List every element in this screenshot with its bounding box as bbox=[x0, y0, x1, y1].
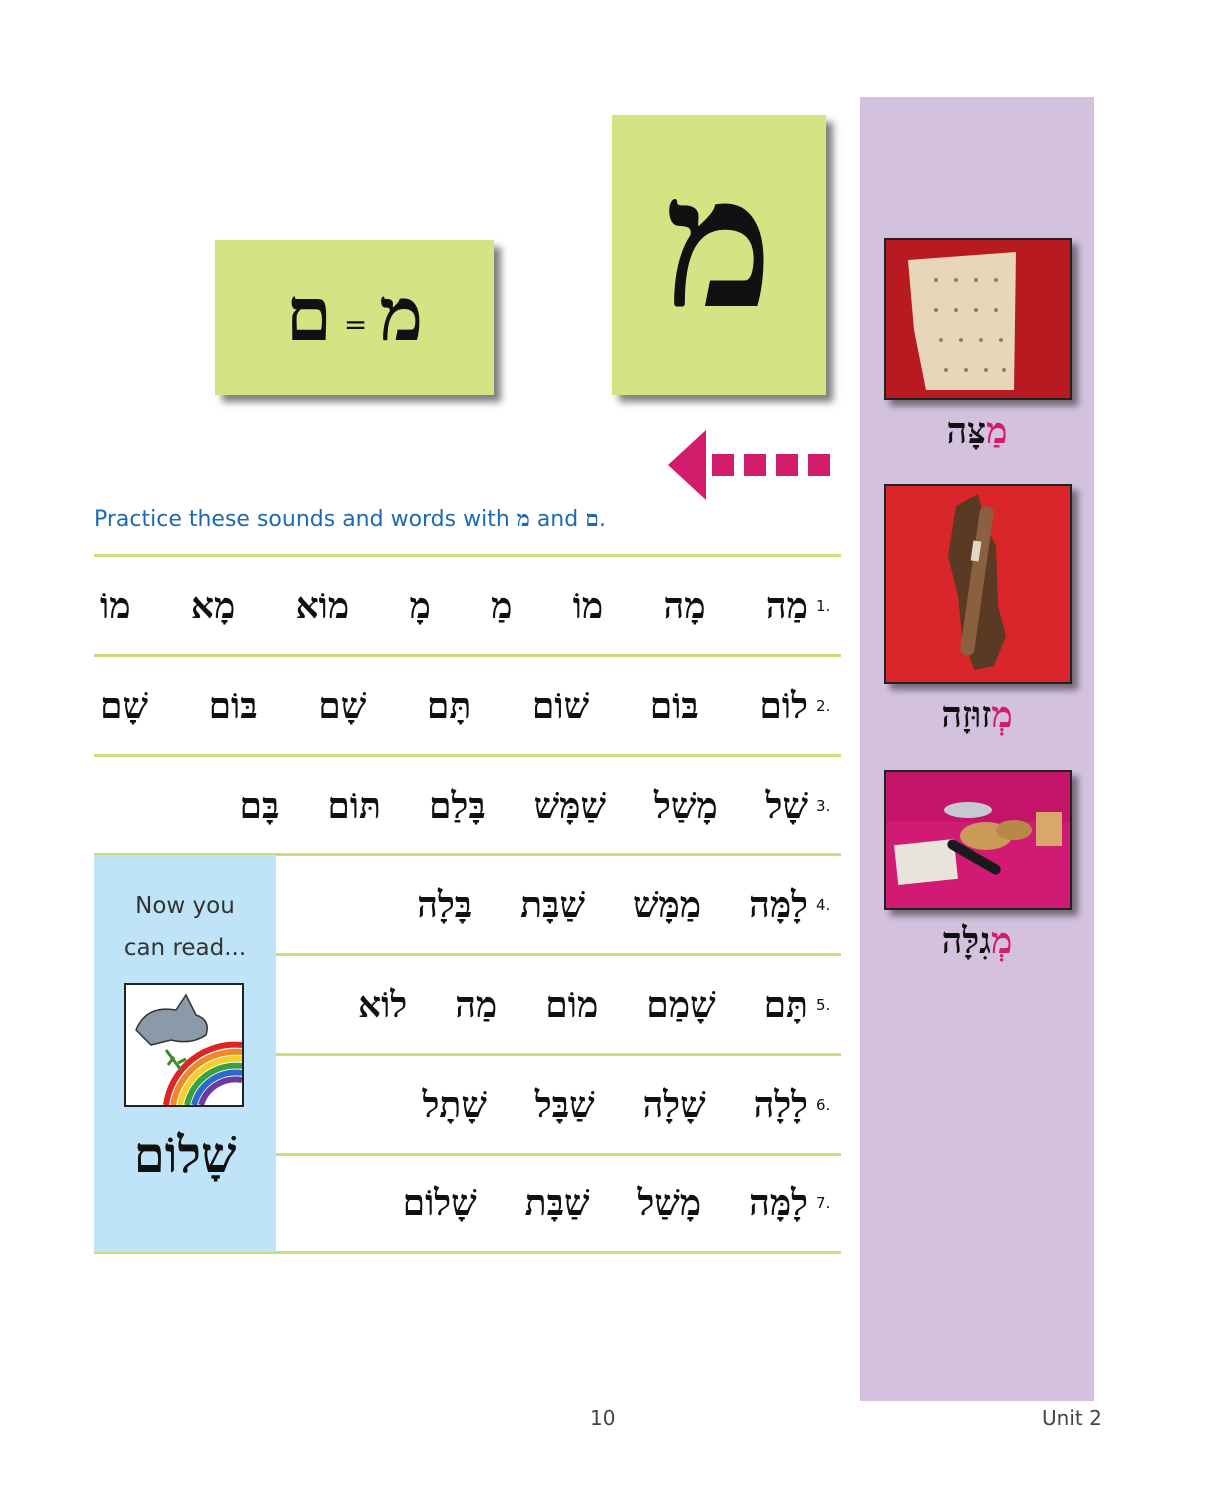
word: בָּם bbox=[239, 785, 280, 827]
word: תָּם bbox=[426, 685, 472, 727]
practice-row-3: 3. שָׁל מָשַׁל שַׁמָּשׁ בָּלַם תּוֹם בָּם bbox=[239, 785, 831, 827]
mezuzah-photo bbox=[884, 484, 1072, 684]
word: מַ bbox=[491, 585, 513, 627]
word: מָ bbox=[409, 585, 431, 627]
word: מוֹ bbox=[100, 585, 131, 627]
instruction-text: Practice these sounds and words with מ and ם. bbox=[94, 506, 606, 532]
word: מַה bbox=[765, 585, 808, 627]
word: לוֹא bbox=[358, 984, 408, 1026]
word: מָשַׁל bbox=[654, 785, 718, 827]
practice-row-6: 6. לָלָה שָׁלָה שַׁבָּל שָׁתָל bbox=[422, 1084, 831, 1126]
word: לָמָּה bbox=[749, 884, 808, 926]
left-arrow-icon bbox=[668, 430, 838, 500]
dove-rainbow-image bbox=[124, 983, 244, 1107]
word: שַׁבָּת bbox=[520, 884, 585, 926]
practice-row-5: 5. תָּם שָׁמַם מוֹם מַה לוֹא bbox=[358, 984, 831, 1026]
word: מָא bbox=[190, 585, 236, 627]
word: שָׁם bbox=[100, 685, 148, 727]
unit-label: Unit 2 bbox=[1042, 1406, 1102, 1430]
word: שַׁבָּל bbox=[534, 1084, 595, 1126]
word: מַה bbox=[455, 984, 498, 1026]
megillah-photo bbox=[884, 770, 1072, 910]
word: מוֹם bbox=[545, 984, 599, 1026]
big-letter-card bbox=[612, 115, 826, 395]
word: מַמָּשׁ bbox=[632, 884, 702, 926]
page-number: 10 bbox=[590, 1406, 616, 1430]
practice-row-4: 4. לָמָּה מַמָּשׁ שַׁבָּת בָּלָה bbox=[417, 884, 831, 926]
word: בּוֹם bbox=[649, 685, 699, 727]
word: לָמָּה bbox=[749, 1182, 808, 1224]
word: תּוֹם bbox=[327, 785, 382, 827]
word: תָּם bbox=[763, 984, 808, 1026]
word: שָׁלוֹם bbox=[402, 1182, 477, 1224]
word: בָּלָה bbox=[417, 884, 473, 926]
word: שָׁתָל bbox=[422, 1084, 487, 1126]
now-you-can-read-label: Now you can read... bbox=[123, 893, 247, 961]
mezuzah-caption: מְזוּזָה bbox=[941, 694, 1013, 736]
practice-row-1: 1. מַה מָה מוֹ מַ מָ מוֹא מָא מוֹ bbox=[100, 585, 831, 627]
final-form-letter: ם bbox=[285, 272, 332, 358]
word: שַׁבָּת bbox=[524, 1182, 590, 1224]
shalom-word: שָׁלוֹם bbox=[133, 1125, 237, 1184]
word: שָׁמַם bbox=[646, 984, 716, 1026]
big-letter: מ bbox=[665, 135, 773, 349]
equals-sign: = bbox=[343, 308, 368, 341]
initial-form-letter: מ bbox=[379, 272, 424, 358]
word: לָלָה bbox=[753, 1084, 808, 1126]
word: מוֹא bbox=[295, 585, 350, 627]
now-you-can-read-box bbox=[94, 855, 276, 1252]
letter-pair-card bbox=[215, 240, 494, 395]
matzah-caption: מַצָּה bbox=[946, 410, 1008, 452]
word: מוֹ bbox=[572, 585, 604, 627]
word: שָׁלָה bbox=[642, 1084, 706, 1126]
word: לוֹם bbox=[759, 685, 808, 727]
word: מָה bbox=[663, 585, 706, 627]
word: שַׁמָּשׁ bbox=[533, 785, 606, 827]
word: שָׁם bbox=[318, 685, 367, 727]
matzah-photo bbox=[884, 238, 1072, 400]
word: בּוֹם bbox=[208, 685, 258, 727]
word: שׁוֹם bbox=[531, 685, 590, 727]
word: מָשַׁל bbox=[637, 1182, 702, 1224]
practice-row-7: 7. לָמָּה מָשַׁל שַׁבָּת שָׁלוֹם bbox=[402, 1182, 831, 1224]
practice-row-2: 2. לוֹם בּוֹם שׁוֹם תָּם שָׁם בּוֹם שָׁם bbox=[100, 685, 831, 727]
word: שָׁל bbox=[765, 785, 808, 827]
megillah-caption: מְגִלָּה bbox=[941, 920, 1013, 962]
word: בָּלַם bbox=[429, 785, 486, 827]
